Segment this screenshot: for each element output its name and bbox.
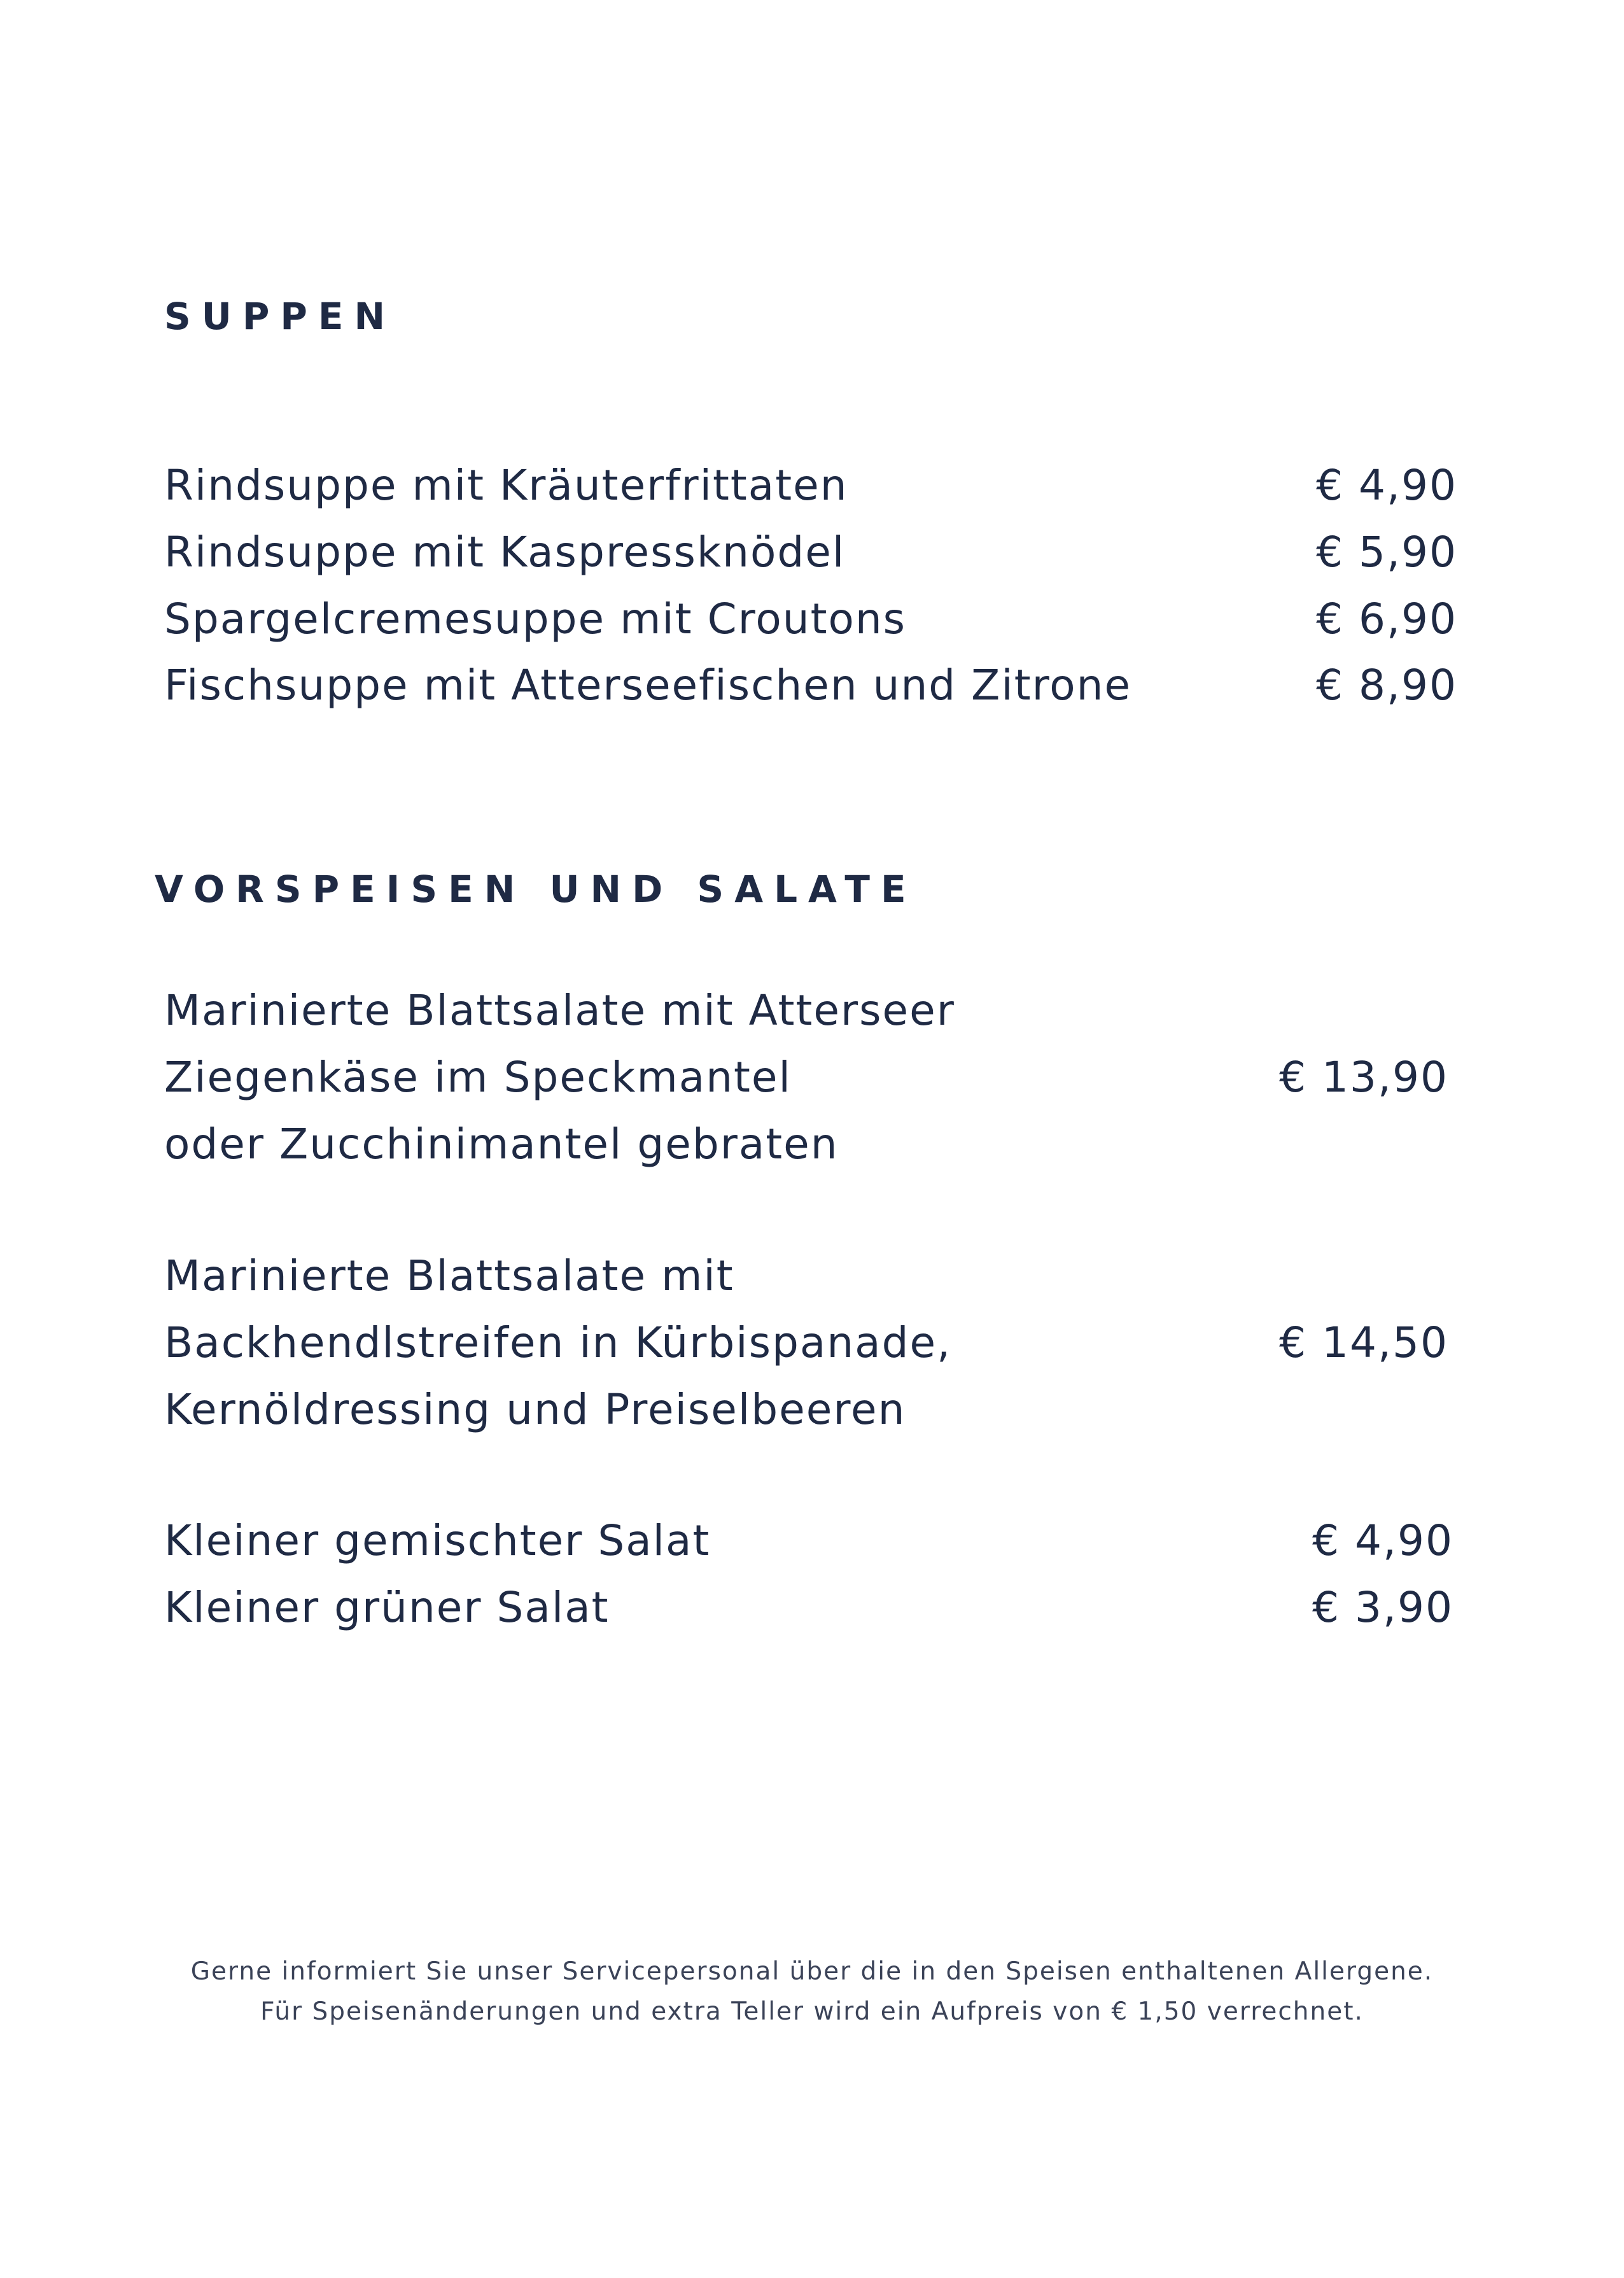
menu-item-price: € 4,90 [1316, 461, 1457, 510]
menu-item-line: Backhendlstreifen in Kürbispanade, [164, 1318, 952, 1367]
menu-item-price: € 3,90 [1312, 1583, 1453, 1632]
menu-item-line: Kernöldressing und Preiselbeeren [164, 1385, 906, 1434]
menu-item-price: € 8,90 [1316, 661, 1457, 710]
menu-item-name: Kleiner gemischter Salat [164, 1516, 711, 1565]
allergen-note-line: Gerne informiert Sie unser Servicepersonal über die in den Speisen enthaltenen Allergene. [190, 1957, 1434, 1986]
surcharge-note-line: Für Speisenänderungen und extra Teller wird ein Aufpreis von € 1,50 verrechnet. [260, 1997, 1364, 2026]
menu-item-name: Rindsuppe mit Kaspressknödel [164, 528, 846, 577]
section-heading-vorspeisen-und-salate: VORSPEISEN UND SALATE [155, 868, 917, 911]
menu-item-line: Marinierte Blattsalate mit [164, 1251, 734, 1300]
menu-item-price: € 14,50 [1279, 1318, 1448, 1367]
menu-item-price: € 4,90 [1312, 1516, 1453, 1565]
menu-item-price: € 5,90 [1316, 528, 1457, 577]
menu-item-line: Ziegenkäse im Speckmantel [164, 1053, 792, 1102]
menu-item-name: Fischsuppe mit Atterseefischen und Zitrone [164, 661, 1132, 710]
menu-item-price: € 13,90 [1279, 1053, 1448, 1102]
menu-item-name [164, 1242, 951, 1443]
allergen-note [0, 1951, 1624, 2032]
section-heading-suppen: SUPPEN [164, 295, 396, 338]
menu-item-name [164, 977, 955, 1178]
menu-item-price: € 6,90 [1316, 594, 1457, 643]
menu-item-name: Rindsuppe mit Kräuterfrittaten [164, 461, 848, 510]
menu-item-line: oder Zucchinimantel gebraten [164, 1120, 839, 1169]
menu-item-name: Kleiner grüner Salat [164, 1583, 610, 1632]
menu-item-name: Spargelcremesuppe mit Croutons [164, 594, 907, 643]
menu-item-line: Marinierte Blattsalate mit Atterseer [164, 986, 955, 1035]
